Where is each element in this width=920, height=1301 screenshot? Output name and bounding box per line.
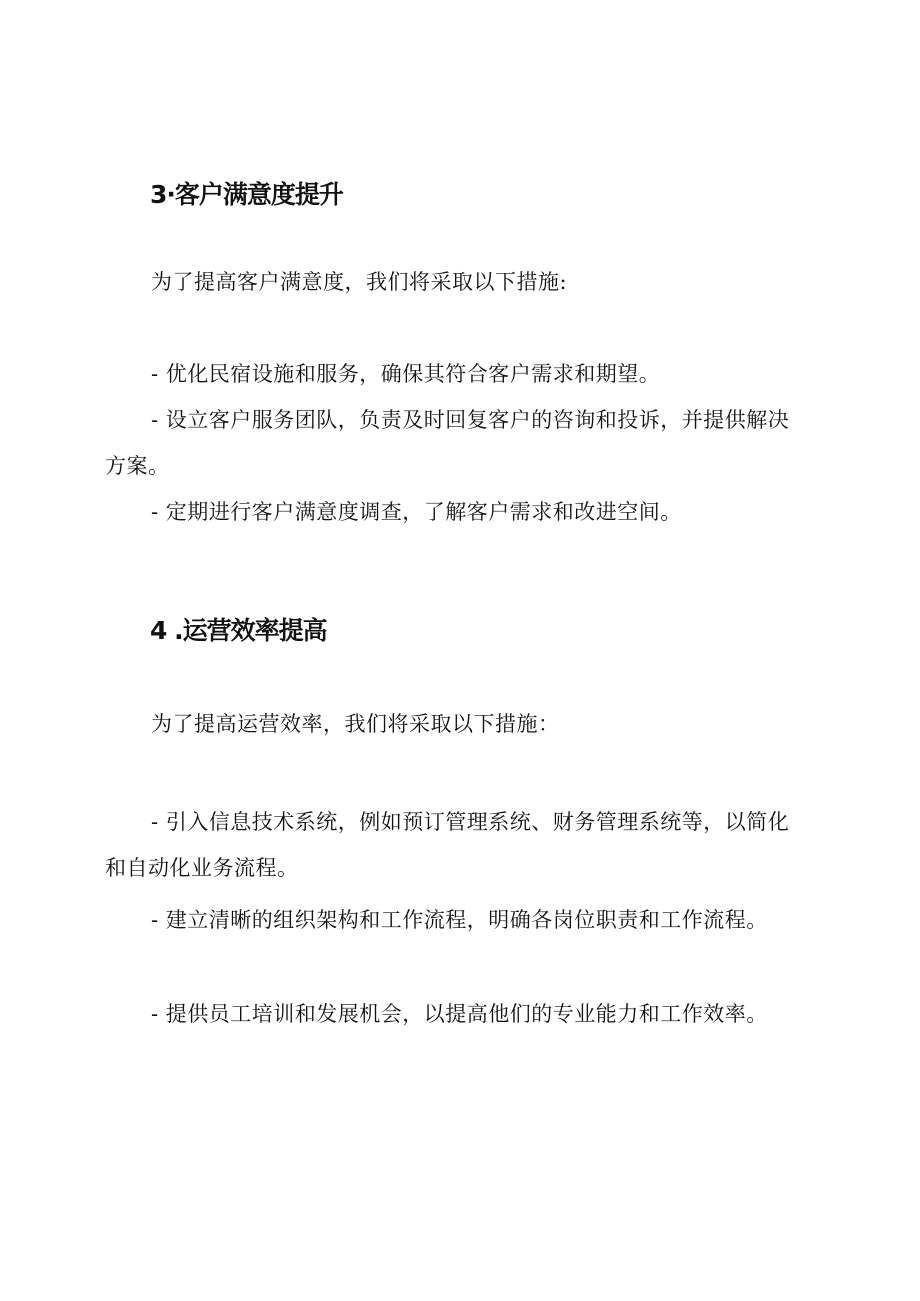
section-3-item-3: - 定期进行客户满意度调查，了解客户需求和改进空间。 [151,500,682,524]
section-3-intro: 为了提高客户满意度，我们将采取以下措施: [151,270,568,294]
section-3-item-2: - 设立客户服务团队，负责及时回复客户的咨询和投诉，并提供解决方案。 [105,408,790,478]
section-4-item-2: - 建立清晰的组织架构和工作流程，明确各岗位职责和工作流程。 [151,908,768,932]
section-4-intro: 为了提高运营效率，我们将采取以下措施： [151,712,560,736]
section-4-item-3: - 提供员工培训和发展机会，以提高他们的专业能力和工作效率。 [151,1002,768,1026]
section-4-heading: 4 .运营效率提高 [150,616,327,645]
section-3-heading: 3·客户满意度提升 [150,180,343,209]
section-3-item-1: - 优化民宿设施和服务，确保其符合客户需求和期望。 [151,362,661,386]
section-4-item-1: - 引入信息技术系统，例如预订管理系统、财务管理系统等，以简化和自动化业务流程。 [105,810,790,880]
